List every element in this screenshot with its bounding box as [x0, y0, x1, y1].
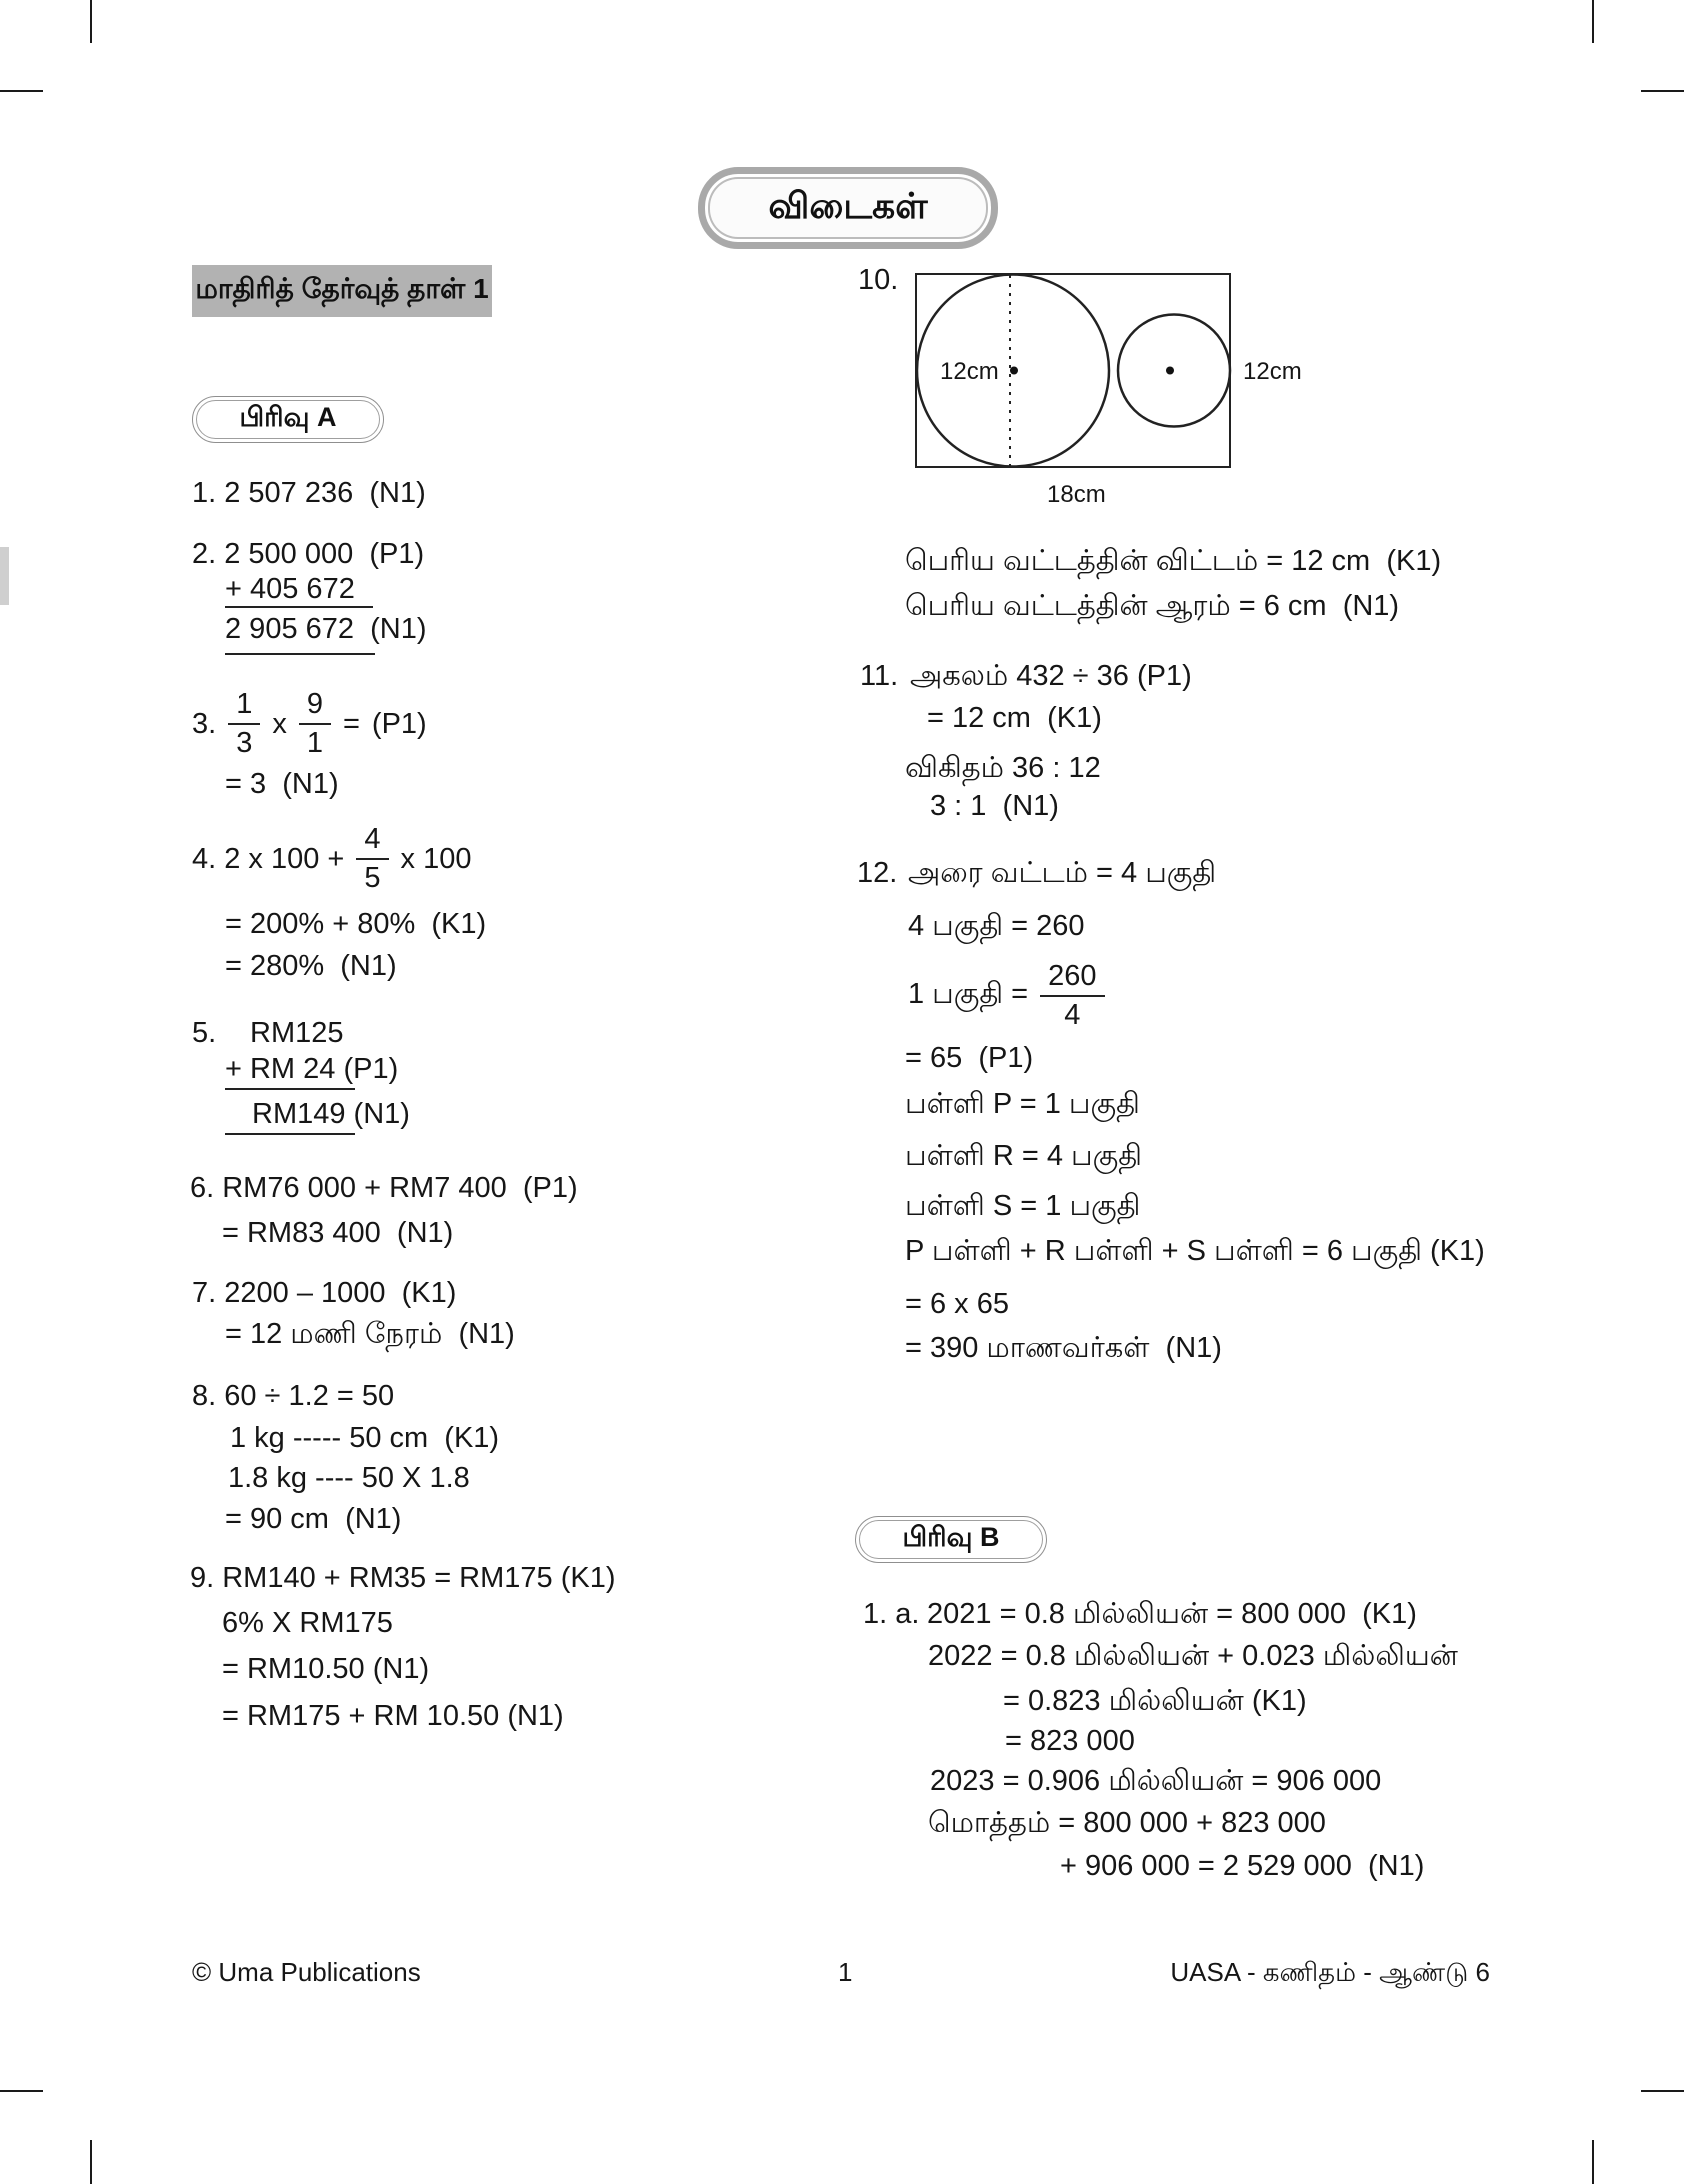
fraction-numerator: 260: [1040, 962, 1104, 997]
section-b-pill: [855, 1516, 1047, 1563]
expression: x 100: [400, 842, 472, 875]
answer-a1: 1. 2 507 236 (N1): [192, 477, 426, 509]
answer-b1-line3: = 0.823 மில்லியன் (K1): [1003, 1685, 1307, 1717]
mark-code: (P1): [371, 707, 427, 740]
answer-a5-line3: RM149 (N1): [252, 1098, 410, 1130]
big-circle-diameter-label: 12cm: [940, 358, 999, 385]
crop-mark-top-right-h: [1641, 90, 1684, 92]
answer-b1-line5: 2023 = 0.906 மில்லியன் = 906 000: [930, 1765, 1382, 1797]
answer-a9-line4: = RM175 + RM 10.50 (N1): [222, 1700, 564, 1732]
paper-header-text: மாதிரித் தேர்வுத் தாள் 1: [195, 273, 489, 304]
page-edge-artifact: [0, 547, 9, 605]
item-number-a12: 12.: [857, 857, 898, 889]
fraction: [1040, 962, 1104, 1030]
answer-a8-line4: = 90 cm (N1): [225, 1503, 402, 1535]
answer-a6-line2: = RM83 400 (N1): [222, 1217, 454, 1249]
circles-diagram: [908, 270, 1358, 520]
paper-header: [192, 265, 492, 317]
section-a-pill: [192, 396, 384, 443]
answer-a9-line1: 9. RM140 + RM35 = RM175 (K1): [190, 1562, 616, 1594]
answer-a9-line2: 6% X RM175: [222, 1607, 393, 1639]
fraction: [356, 825, 388, 893]
expression: 4. 2 x 100 +: [192, 842, 345, 875]
item-number-a11: 11.: [860, 660, 899, 692]
crop-mark-top-left-v: [90, 0, 92, 43]
answer-a5-line2: + RM 24 (P1): [225, 1053, 399, 1085]
footer-book-title: UASA - கணிதம் - ஆண்டு 6: [1170, 1957, 1490, 1987]
answer-a12-line1: அரை வட்டம் = 4 பகுதி: [908, 857, 1217, 889]
answer-a12-line6: பள்ளி R = 4 பகுதி: [905, 1140, 1142, 1172]
crop-mark-bottom-right-h: [1641, 2090, 1684, 2092]
rectangle-length-label: 18cm: [1047, 481, 1106, 508]
fraction-denominator: 5: [364, 862, 381, 894]
answer-a8-line3: 1.8 kg ---- 50 X 1.8: [228, 1462, 470, 1494]
answer-a10-line2: பெரிய வட்டத்தின் ஆரம் = 6 cm (N1): [905, 590, 1400, 622]
fraction: [299, 690, 331, 758]
small-circle-center-dot: [1166, 367, 1174, 375]
answer-a2-line1: 2. 2 500 000 (P1): [192, 538, 425, 570]
answer-a2-line3: 2 905 672 (N1): [225, 613, 427, 645]
page-title-text: விடைகள்: [768, 184, 928, 226]
fraction: [228, 690, 260, 758]
answer-a12-line10: = 390 மாணவர்கள் (N1): [905, 1332, 1222, 1364]
answer-a5-line1: RM125: [250, 1017, 344, 1049]
answer-a11-line4: 3 : 1 (N1): [930, 790, 1059, 822]
answer-a12-line9: = 6 x 65: [905, 1288, 1009, 1320]
answer-a12-line2: 4 பகுதி = 260: [908, 910, 1085, 942]
answer-b1-line6: மொத்தம் = 800 000 + 823 000: [928, 1807, 1326, 1839]
footer-page-number: 1: [838, 1957, 853, 1987]
crop-mark-top-left-h: [0, 90, 43, 92]
answer-a7-line1: 7. 2200 – 1000 (K1): [192, 1277, 457, 1309]
small-circle-diameter-label: 12cm: [1243, 358, 1302, 385]
fraction-denominator: 3: [236, 727, 253, 759]
sum-line: [225, 606, 373, 608]
fraction-numerator: 1: [228, 690, 260, 725]
item-number-a5: 5.: [192, 1017, 217, 1049]
section-a-label: பிரிவு A: [239, 402, 337, 432]
answer-a12-line7: பள்ளி S = 1 பகுதி: [905, 1190, 1141, 1222]
answer-a11-line1: அகலம் 432 ÷ 36 (P1): [910, 660, 1192, 692]
crop-mark-bottom-left-v: [90, 2140, 92, 2184]
answer-a7-line2: = 12 மணி நேரம் (N1): [225, 1318, 515, 1350]
answer-b1-line1: 2021 = 0.8 மில்லியன் = 800 000 (K1): [927, 1598, 1417, 1630]
page-title: [698, 167, 998, 249]
answer-a8-line2: 1 kg ----- 50 cm (K1): [230, 1422, 500, 1454]
section-b-label: பிரிவு B: [902, 1522, 1000, 1552]
answer-a8-line1: 8. 60 ÷ 1.2 = 50: [192, 1380, 395, 1412]
answer-a11-line3: விகிதம் 36 : 12: [905, 752, 1101, 784]
item-number-b1: 1. a.: [863, 1598, 920, 1630]
answer-b1-line2: 2022 = 0.8 மில்லியன் + 0.023 மில்லியன்: [928, 1640, 1458, 1672]
fraction-numerator: 4: [356, 825, 388, 860]
item-number: 3.: [192, 707, 217, 740]
fraction-numerator: 9: [299, 690, 331, 725]
answer-a12-line4: = 65 (P1): [905, 1042, 1034, 1074]
equals-sign: =: [342, 707, 360, 740]
answer-a3-row: [192, 690, 427, 758]
footer-publisher: © Uma Publications: [192, 1957, 421, 1987]
crop-mark-bottom-left-h: [0, 2090, 43, 2092]
answer-a10-line1: பெரிய வட்டத்தின் விட்டம் = 12 cm (K1): [905, 545, 1442, 577]
answer-b1-line4: = 823 000: [1005, 1725, 1135, 1757]
expression: 1 பகுதி =: [908, 978, 1029, 1010]
answer-a6-line1: 6. RM76 000 + RM7 400 (P1): [190, 1172, 578, 1204]
answer-a11-line2: = 12 cm (K1): [927, 702, 1102, 734]
fraction-denominator: 4: [1064, 999, 1081, 1031]
answer-a2-line2: + 405 672: [225, 573, 355, 605]
fraction-denominator: 1: [306, 727, 323, 759]
crop-mark-top-right-v: [1592, 0, 1594, 43]
sum-line: [225, 653, 375, 655]
sum-line: [225, 1133, 355, 1135]
answer-a12-line5: பள்ளி P = 1 பகுதி: [905, 1088, 1140, 1120]
item-number-a10: 10.: [858, 264, 899, 296]
answer-a4-line3: = 280% (N1): [225, 950, 397, 982]
big-circle-center-dot: [1010, 367, 1018, 375]
answer-b1-line7: + 906 000 = 2 529 000 (N1): [1060, 1850, 1425, 1882]
answer-a12-frac-row: [908, 962, 1105, 1030]
answer-a12-line8: P பள்ளி + R பள்ளி + S பள்ளி = 6 பகுதி (K1): [905, 1235, 1485, 1267]
crop-mark-bottom-right-v: [1592, 2140, 1594, 2184]
answer-a3-line2: = 3 (N1): [225, 768, 339, 800]
times-sign: x: [272, 707, 287, 740]
answer-a4-row: [192, 825, 471, 893]
sum-line: [225, 1088, 355, 1090]
answer-a4-line2: = 200% + 80% (K1): [225, 908, 487, 940]
answer-a9-line3: = RM10.50 (N1): [222, 1653, 430, 1685]
